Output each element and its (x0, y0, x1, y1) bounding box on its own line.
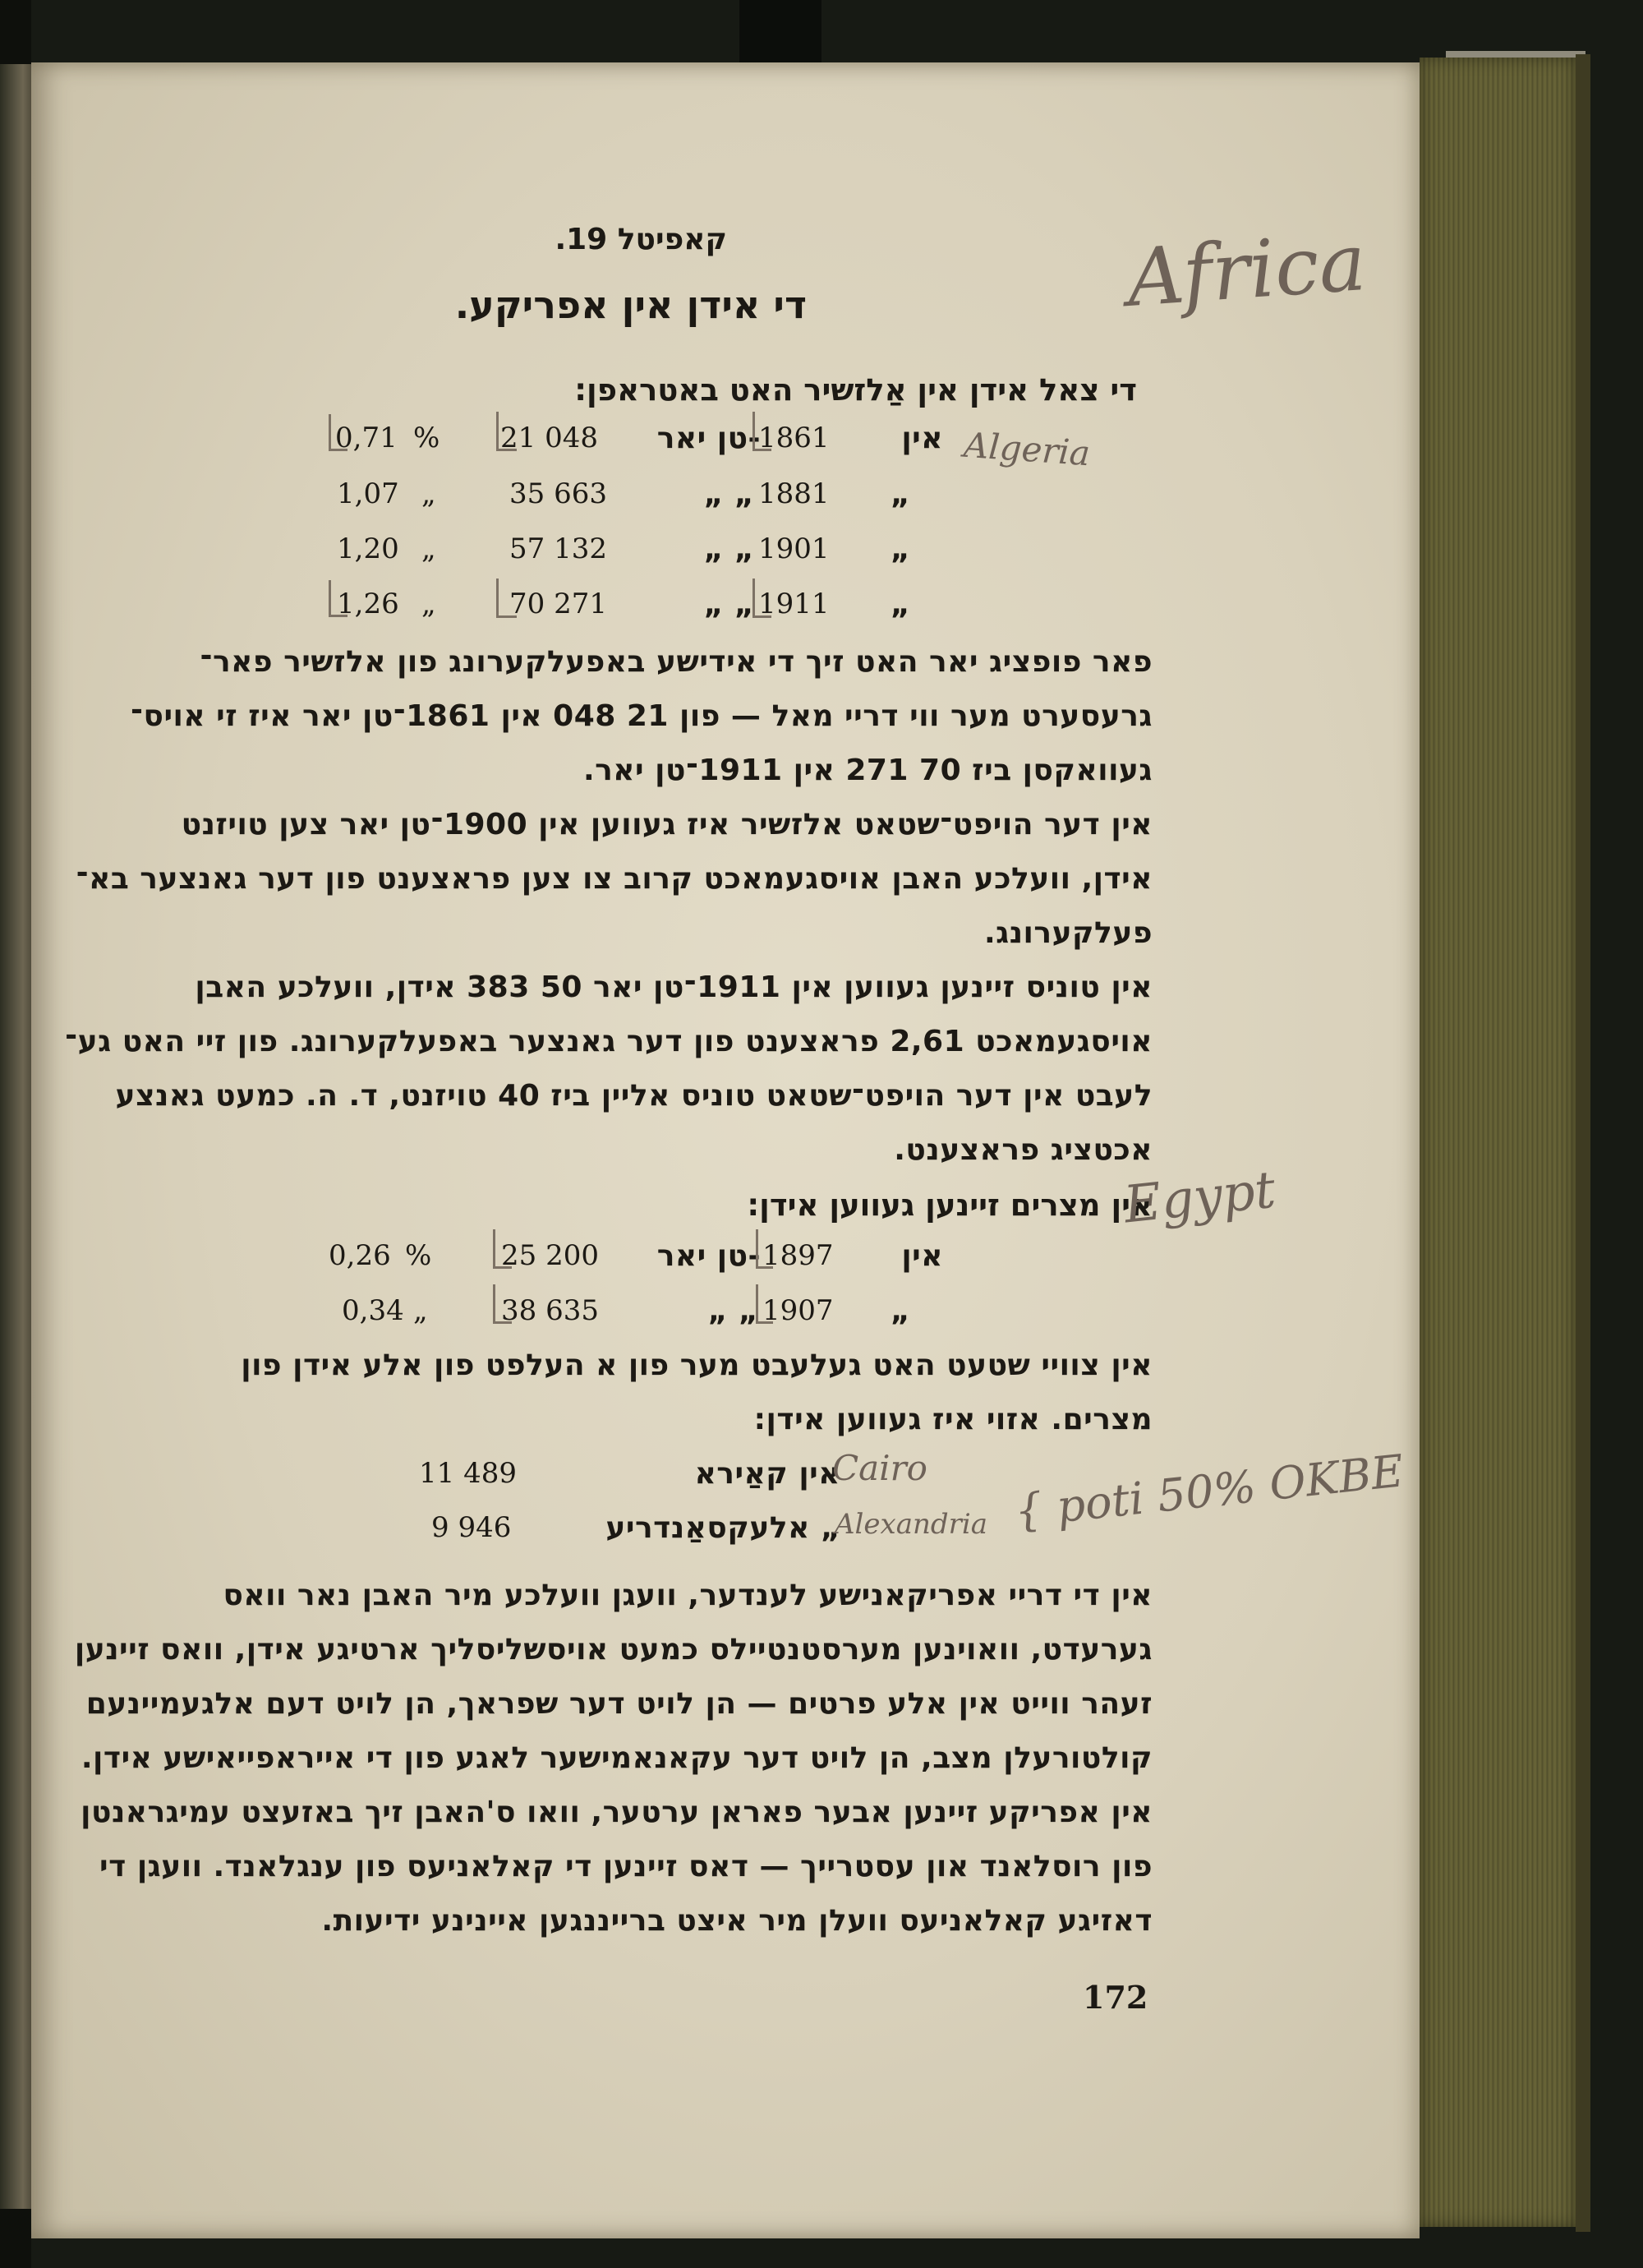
row-pct: 1,07 (337, 477, 399, 510)
city-name: אין קאַירא (694, 1457, 840, 1491)
row-pct: 0,26 (329, 1239, 391, 1272)
text-line: אין צוויי שטעט האט געלעבט מער פון א העלפט פון אלע אידן פון (241, 1348, 1153, 1382)
row-count: 21 048 (500, 422, 598, 454)
chapter-label: קאפיטל 19. (555, 223, 727, 256)
pencil-bracket (493, 1229, 512, 1269)
text-line: אידן, וועלכע האבן אויסגעמאכט קרוב צו צען פראצענט פון דער גאנצער בא־ (76, 862, 1153, 896)
row-count: 38 635 (501, 1294, 599, 1327)
row-pct: 0,34 (342, 1294, 404, 1327)
row-count: 70 271 (509, 588, 607, 620)
text-line: גרעסערט מער ווי דריי מאל — פון 21 048 אין 1861־טן יאר איז זי אויס־ (131, 699, 1153, 733)
row-suffix: „ „ (703, 477, 754, 511)
row-unit: „ (421, 588, 436, 620)
row-prefix: „ (890, 477, 910, 511)
pencil-bracket (756, 1284, 773, 1324)
text-line: גערעדט, וואוינען מערסטנטיילס כמעט אויסשליסליך ארטיגע אידן, וואס זיינען (74, 1633, 1153, 1666)
text-line: געוואקסן ביז 70 271 אין 1911־טן יאר. (582, 754, 1153, 787)
handwritten-annotation: Africa (1124, 215, 1369, 325)
text-line: זעהר ווייט אין אלע פרטים — הן לויט דער שפראך, הן לויט דעם אלגעמיינעם (85, 1687, 1153, 1721)
text-line: פאר פופציג יאר האט זיך די אידישע באפעלקערונג פון אלזשיר פאר־ (200, 645, 1153, 679)
row-unit: % (413, 422, 440, 454)
text-line: אכטציג פראצענט. (894, 1133, 1153, 1167)
pencil-bracket (756, 1229, 773, 1269)
text-line: קולטורעלן מצב, הן לויט דער עקאנאמישער לאגע פון די אייראפייאישע אידן. (81, 1741, 1153, 1775)
handwritten-annotation: { poti 50% OKBE (1011, 1445, 1406, 1537)
pencil-bracket (752, 579, 771, 618)
back-cover (1576, 54, 1590, 2232)
page-number: 172 (1083, 1979, 1148, 2016)
pencil-bracket (752, 412, 771, 451)
row-pct: 1,26 (337, 588, 399, 620)
row-count: 35 663 (509, 477, 607, 510)
row-year: 1897 (762, 1239, 834, 1272)
text-line: דאזיגע קאלאניעס וועלן מיר איצט ברייננגען איינינע ידיעות. (321, 1904, 1153, 1938)
row-unit: „ (421, 477, 436, 510)
pencil-bracket (329, 414, 347, 451)
city-count: 9 946 (431, 1511, 512, 1544)
row-pct: 1,20 (337, 532, 399, 565)
handwritten-annotation: Egypt (1121, 1159, 1278, 1235)
row-prefix: אין (901, 1239, 943, 1273)
row-unit: „ (421, 532, 436, 565)
row-count: 25 200 (501, 1239, 599, 1272)
pencil-bracket (493, 1284, 512, 1324)
spine-gap (739, 0, 822, 62)
row-suffix: „ „ (703, 532, 754, 566)
row-pct: 0,71 (335, 422, 398, 454)
page-block-edge (1420, 58, 1576, 2227)
row-prefix: „ (890, 532, 910, 566)
text-line: אין אפריקע זיינען אבער פאראן ערטער, וואו ס'האבן זיך באזעצט עמיגראנטן (81, 1796, 1153, 1829)
left-page-edge (0, 64, 33, 2209)
text-line: מצרים. אזוי איז געווען אידן: (753, 1403, 1153, 1436)
row-year: 1881 (758, 477, 830, 510)
pencil-bracket (329, 580, 347, 617)
row-year: 1901 (758, 532, 830, 565)
pencil-bracket (496, 579, 517, 618)
handwritten-annotation: Alexandria (835, 1508, 988, 1541)
row-suffix: -טן יאר (656, 1239, 761, 1273)
row-prefix: „ (890, 1294, 910, 1328)
row-suffix: -טן יאר (656, 422, 761, 455)
city-name: „ אלעקסאַנדריע (605, 1511, 840, 1545)
text-line: אויסגעמאכט 2,61 פראצענט פון דער גאנצער באפעלקערונג. פון זיי האט גע־ (65, 1025, 1153, 1058)
row-suffix: „ „ (703, 588, 754, 621)
row-year: 1911 (758, 588, 830, 620)
row-suffix: „ „ (707, 1294, 758, 1328)
page-title: די אידן אין אפריקע. (454, 283, 807, 327)
row-count: 57 132 (509, 532, 607, 565)
row-prefix: „ (890, 588, 910, 621)
handwritten-annotation: Cairo (832, 1448, 927, 1488)
pencil-bracket (496, 412, 517, 451)
text-line: פעלקערונג. (983, 916, 1153, 950)
text-line: לעבט אין דער הויפט־שטאט טוניס אליין ביז 40 טויזנט, ד. ה. כמעט גאנצע (115, 1079, 1153, 1113)
text-line: אין דער הויפט־שטאט אלזשיר איז געווען אין 1900־טן יאר צען טויזנט (181, 808, 1153, 841)
row-prefix: אין (901, 422, 943, 455)
book-page (31, 62, 1420, 2238)
city-count: 11 489 (419, 1457, 517, 1490)
text-line: אין טוניס זיינען געווען אין 1911־טן יאר 50 383 אידן, וועלכע האבן (195, 970, 1153, 1004)
algeria-intro: די צאל אידן אין אַלזשיר האט באטראפן: (574, 372, 1137, 408)
egypt-intro: אין מצרים זיינען געווען אידן: (747, 1187, 1153, 1223)
row-unit: „ (413, 1294, 428, 1327)
text-line: אין די דריי אפריקאנישע לענדער, וועגן וועלכע מיר האבן נאר וואס (223, 1579, 1153, 1612)
text-line: פון רוסלאנד און עסטרייך — דאס זיינען די קאלאניעס פון ענגלאנד. וועגן די (99, 1850, 1153, 1883)
row-year: 1861 (758, 422, 830, 454)
row-unit: % (405, 1239, 432, 1272)
row-year: 1907 (762, 1294, 834, 1327)
handwritten-annotation: Algeria (962, 424, 1092, 474)
